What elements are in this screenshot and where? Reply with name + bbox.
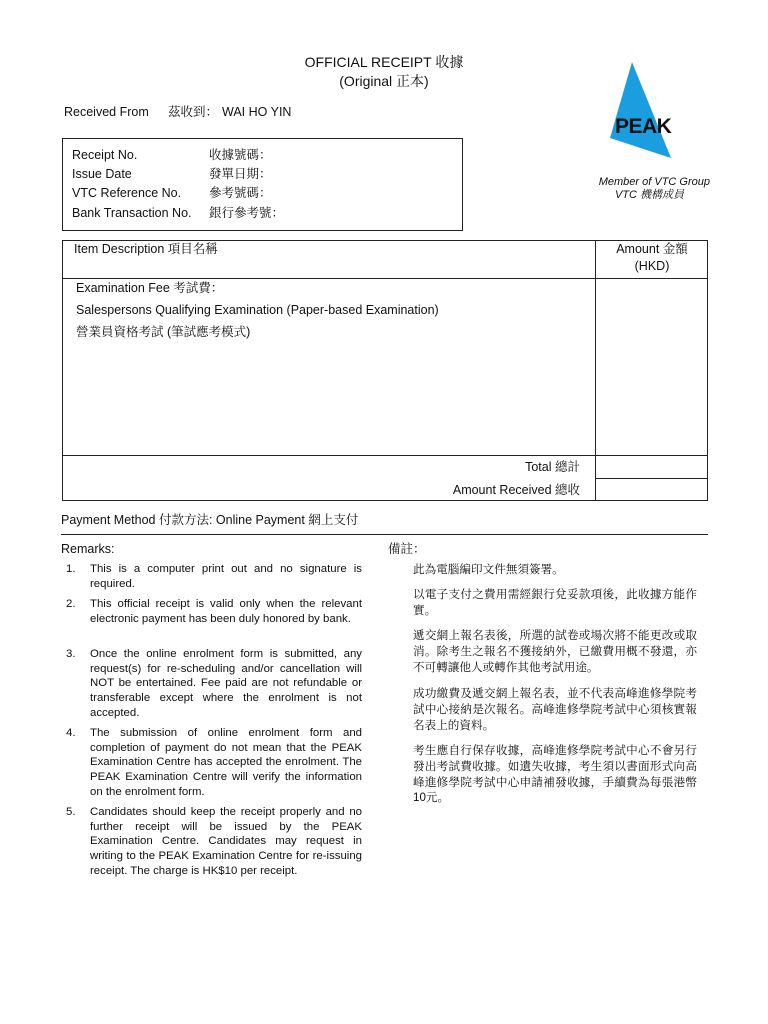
remark-item-zh: 以電子支付之費用需經銀行兌妥款項後，此收據方能作實。 bbox=[413, 588, 697, 617]
member-en: Member of VTC Group bbox=[598, 176, 710, 188]
received-from-label: Received From bbox=[64, 105, 149, 119]
peak-logo bbox=[602, 58, 714, 162]
vtc-ref-label: VTC Reference No. bbox=[72, 186, 182, 200]
receipt-no-label: Receipt No. bbox=[72, 148, 138, 162]
issue-date-label-zh: 發單日期： bbox=[209, 167, 272, 181]
item-desc-line2: Salespersons Qualifying Examination (Paper-based Examination) bbox=[76, 303, 439, 317]
receipt-no-label-zh: 收據號碼： bbox=[209, 148, 272, 162]
peak-logo-text: PEAK bbox=[615, 115, 672, 138]
payment-method: Payment Method 付款方法: Online Payment 網上支付 bbox=[61, 513, 359, 527]
member-zh: VTC 機構成員 bbox=[614, 189, 684, 201]
remark-number: 3. bbox=[66, 648, 76, 660]
remark-number: 1. bbox=[66, 563, 76, 575]
receipt-subtitle: (Original 正本) bbox=[339, 73, 429, 89]
amount-received-label: Amount Received 總收 bbox=[452, 483, 580, 497]
payment-divider bbox=[61, 534, 708, 535]
peak-logo-triangle-icon bbox=[602, 58, 714, 162]
total-label: Total 總計 bbox=[525, 460, 580, 474]
remark-item-zh: 遞交網上報名表後，所選的試卷或場次將不能更改或取消。除考生之報名不獲接納外，已繳費用概不發還，亦不可轉讓他人或轉作其他考試用途。 bbox=[413, 629, 697, 674]
remarks-heading-zh: 備註： bbox=[388, 542, 426, 556]
remark-item: This official receipt is valid only when the relevant electronic payment has been duly honored by bank. bbox=[90, 598, 362, 625]
received-from-value: WAI HO YIN bbox=[222, 105, 292, 119]
remark-item-zh: 成功繳費及遞交網上報名表，並不代表高峰進修學院考試中心接納是次報名。高峰進修學院考試中心須核實報名表上的資料。 bbox=[413, 687, 697, 732]
bank-txn-label: Bank Transaction No. bbox=[72, 206, 192, 220]
receipt-title: OFFICIAL RECEIPT 收據 bbox=[304, 54, 464, 70]
col-item-description: Item Description 項目名稱 bbox=[74, 242, 218, 256]
remark-number: 5. bbox=[66, 806, 76, 818]
table-column-divider bbox=[595, 240, 596, 501]
vtc-ref-label-zh: 參考號碼： bbox=[209, 186, 272, 200]
col-amount: Amount 金額 bbox=[616, 242, 688, 256]
remarks-heading: Remarks: bbox=[61, 542, 115, 556]
bank-txn-label-zh: 銀行參考號： bbox=[209, 206, 285, 220]
table-total-divider bbox=[62, 455, 708, 456]
issue-date-label: Issue Date bbox=[72, 167, 132, 181]
remark-number: 2. bbox=[66, 598, 76, 610]
remark-item: Once the online enrolment form is submitted, any request(s) for re-scheduling and/or cancellation will NOT be entertained. Fee paid are not refundable or transferable except where the enrolment is not accepted. bbox=[90, 648, 362, 719]
item-desc-line3: 營業員資格考試 (筆試應考模式) bbox=[76, 325, 251, 339]
remark-number: 4. bbox=[66, 727, 76, 739]
remark-item: This is a computer print out and no signature is required. bbox=[90, 563, 362, 590]
col-amount-unit: (HKD) bbox=[634, 259, 670, 273]
remark-item-zh: 此為電腦編印文件無須簽署。 bbox=[413, 563, 564, 576]
remark-item: The submission of online enrolment form and completion of payment do not mean that the PEAK Examination Centre has accepted the enrolment. The PEAK Examination Centre will verify the information on the enrolment form. bbox=[90, 727, 362, 798]
item-desc-line1: Examination Fee 考試費： bbox=[76, 281, 224, 295]
remark-item-zh: 考生應自行保存收據，高峰進修學院考試中心不會另行發出考試費收據。如遺失收據，考生須以書面形式向高峰進修學院考試中心申請補發收據，手續費為每張港幣10元。 bbox=[413, 744, 697, 805]
received-from-label-zh: 茲收到： bbox=[168, 105, 219, 119]
remark-item: Candidates should keep the receipt properly and no further receipt will be issued by the PEAK Examination Centre. Candidates may request in writing to the PEAK Examination Centre for re-issuing receipt. The charge is HK$10 per receipt. bbox=[90, 806, 362, 877]
total-cell-divider bbox=[595, 478, 708, 479]
